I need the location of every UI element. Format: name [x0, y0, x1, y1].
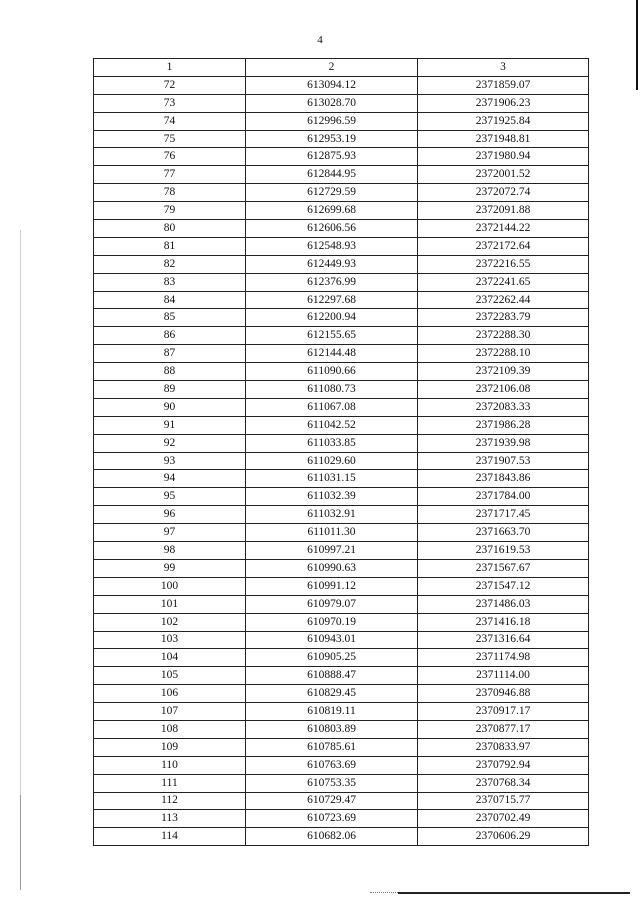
- x-coordinate-cell: 612953.19: [246, 130, 418, 148]
- y-coordinate-cell: 2371316.64: [418, 631, 589, 649]
- x-coordinate-cell: 611033.85: [246, 434, 418, 452]
- scan-edge-right: [636, 0, 638, 90]
- point-number-cell: 103: [94, 631, 246, 649]
- y-coordinate-cell: 2372144.22: [418, 220, 589, 238]
- y-coordinate-cell: 2370768.34: [418, 774, 589, 792]
- x-coordinate-cell: 610829.45: [246, 685, 418, 703]
- point-number-cell: 77: [94, 166, 246, 184]
- y-coordinate-cell: 2371547.12: [418, 577, 589, 595]
- point-number-cell: 90: [94, 398, 246, 416]
- x-coordinate-cell: 612996.59: [246, 112, 418, 130]
- table-row: [94, 488, 589, 506]
- table-row: [94, 792, 589, 810]
- table-row: [94, 237, 589, 255]
- table-row: [94, 434, 589, 452]
- x-coordinate-cell: 611029.60: [246, 452, 418, 470]
- point-number-cell: 104: [94, 649, 246, 667]
- y-coordinate-cell: 2370715.77: [418, 792, 589, 810]
- point-number-cell: 97: [94, 524, 246, 542]
- x-coordinate-cell: 613094.12: [246, 76, 418, 94]
- point-number-cell: 100: [94, 577, 246, 595]
- y-coordinate-cell: 2371948.81: [418, 130, 589, 148]
- y-coordinate-cell: 2372288.30: [418, 327, 589, 345]
- point-number-cell: 80: [94, 220, 246, 238]
- x-coordinate-cell: 613028.70: [246, 94, 418, 112]
- y-coordinate-cell: 2372109.39: [418, 363, 589, 381]
- table-row: [94, 542, 589, 560]
- x-coordinate-cell: 610888.47: [246, 667, 418, 685]
- table-row: [94, 220, 589, 238]
- y-coordinate-cell: 2371906.23: [418, 94, 589, 112]
- x-coordinate-cell: 611011.30: [246, 524, 418, 542]
- table-row: [94, 291, 589, 309]
- point-number-cell: 112: [94, 792, 246, 810]
- scan-edge-bottom-dotted: [370, 892, 398, 894]
- table-row: [94, 685, 589, 703]
- point-number-cell: 95: [94, 488, 246, 506]
- page-number: 4: [317, 34, 323, 46]
- y-coordinate-cell: 2372172.64: [418, 237, 589, 255]
- y-coordinate-cell: 2370917.17: [418, 703, 589, 721]
- point-number-cell: 93: [94, 452, 246, 470]
- x-coordinate-cell: 612729.59: [246, 184, 418, 202]
- point-number-cell: 98: [94, 542, 246, 560]
- table-row: [94, 184, 589, 202]
- x-coordinate-cell: 610753.35: [246, 774, 418, 792]
- x-coordinate-cell: 610943.01: [246, 631, 418, 649]
- y-coordinate-cell: 2372241.65: [418, 273, 589, 291]
- x-coordinate-cell: 611080.73: [246, 381, 418, 399]
- point-number-cell: 88: [94, 363, 246, 381]
- table-row: [94, 327, 589, 345]
- point-number-cell: 87: [94, 345, 246, 363]
- table-row: [94, 166, 589, 184]
- point-number-cell: 96: [94, 506, 246, 524]
- table-row: [94, 452, 589, 470]
- x-coordinate-cell: 610819.11: [246, 703, 418, 721]
- y-coordinate-cell: 2371114.00: [418, 667, 589, 685]
- scan-edge-left-lower: [20, 795, 21, 890]
- table-row: [94, 703, 589, 721]
- x-coordinate-cell: 612875.93: [246, 148, 418, 166]
- table-row: [94, 416, 589, 434]
- table-row: [94, 363, 589, 381]
- coordinates-table: [93, 58, 589, 846]
- column-header-y: 3: [418, 59, 589, 77]
- table-row: [94, 577, 589, 595]
- x-coordinate-cell: 611032.39: [246, 488, 418, 506]
- y-coordinate-cell: 2372001.52: [418, 166, 589, 184]
- point-number-cell: 102: [94, 613, 246, 631]
- point-number-cell: 106: [94, 685, 246, 703]
- point-number-cell: 81: [94, 237, 246, 255]
- point-number-cell: 72: [94, 76, 246, 94]
- y-coordinate-cell: 2370606.29: [418, 828, 589, 846]
- y-coordinate-cell: 2370946.88: [418, 685, 589, 703]
- y-coordinate-cell: 2371619.53: [418, 542, 589, 560]
- x-coordinate-cell: 612376.99: [246, 273, 418, 291]
- point-number-cell: 101: [94, 595, 246, 613]
- scan-edge-left: [20, 230, 21, 890]
- point-number-cell: 113: [94, 810, 246, 828]
- x-coordinate-cell: 612699.68: [246, 202, 418, 220]
- x-coordinate-cell: 610990.63: [246, 559, 418, 577]
- y-coordinate-cell: 2371986.28: [418, 416, 589, 434]
- x-coordinate-cell: 612200.94: [246, 309, 418, 327]
- table-row: [94, 828, 589, 846]
- x-coordinate-cell: 611032.91: [246, 506, 418, 524]
- table-row: [94, 595, 589, 613]
- y-coordinate-cell: 2371717.45: [418, 506, 589, 524]
- x-coordinate-cell: 612449.93: [246, 255, 418, 273]
- x-coordinate-cell: 612144.48: [246, 345, 418, 363]
- table-row: [94, 720, 589, 738]
- x-coordinate-cell: 610763.69: [246, 756, 418, 774]
- point-number-cell: 85: [94, 309, 246, 327]
- y-coordinate-cell: 2371907.53: [418, 452, 589, 470]
- point-number-cell: 111: [94, 774, 246, 792]
- y-coordinate-cell: 2372288.10: [418, 345, 589, 363]
- point-number-cell: 107: [94, 703, 246, 721]
- table-row: [94, 255, 589, 273]
- y-coordinate-cell: 2371416.18: [418, 613, 589, 631]
- table-row: [94, 398, 589, 416]
- y-coordinate-cell: 2371925.84: [418, 112, 589, 130]
- x-coordinate-cell: 610723.69: [246, 810, 418, 828]
- point-number-cell: 73: [94, 94, 246, 112]
- point-number-cell: 92: [94, 434, 246, 452]
- point-number-cell: 84: [94, 291, 246, 309]
- point-number-cell: 75: [94, 130, 246, 148]
- y-coordinate-cell: 2371174.98: [418, 649, 589, 667]
- x-coordinate-cell: 612548.93: [246, 237, 418, 255]
- table-row: [94, 148, 589, 166]
- point-number-cell: 86: [94, 327, 246, 345]
- table-row: [94, 559, 589, 577]
- scan-edge-bottom: [398, 892, 630, 894]
- table-row: [94, 381, 589, 399]
- table-row: [94, 613, 589, 631]
- table-row: [94, 273, 589, 291]
- point-number-cell: 94: [94, 470, 246, 488]
- y-coordinate-cell: 2370702.49: [418, 810, 589, 828]
- y-coordinate-cell: 2371843.86: [418, 470, 589, 488]
- table-row: [94, 112, 589, 130]
- y-coordinate-cell: 2371663.70: [418, 524, 589, 542]
- point-number-cell: 91: [94, 416, 246, 434]
- point-number-cell: 76: [94, 148, 246, 166]
- point-number-cell: 83: [94, 273, 246, 291]
- table-row: [94, 94, 589, 112]
- table-row: [94, 649, 589, 667]
- point-number-cell: 114: [94, 828, 246, 846]
- point-number-cell: 109: [94, 738, 246, 756]
- x-coordinate-cell: 612155.65: [246, 327, 418, 345]
- x-coordinate-cell: 611031.15: [246, 470, 418, 488]
- table-row: [94, 738, 589, 756]
- x-coordinate-cell: 610997.21: [246, 542, 418, 560]
- x-coordinate-cell: 610979.07: [246, 595, 418, 613]
- y-coordinate-cell: 2371939.98: [418, 434, 589, 452]
- x-coordinate-cell: 610905.25: [246, 649, 418, 667]
- point-number-cell: 89: [94, 381, 246, 399]
- point-number-cell: 110: [94, 756, 246, 774]
- table-row: [94, 524, 589, 542]
- x-coordinate-cell: 611067.08: [246, 398, 418, 416]
- point-number-cell: 108: [94, 720, 246, 738]
- x-coordinate-cell: 610991.12: [246, 577, 418, 595]
- x-coordinate-cell: 611090.66: [246, 363, 418, 381]
- y-coordinate-cell: 2372072.74: [418, 184, 589, 202]
- table-row: [94, 76, 589, 94]
- table-body: [94, 76, 589, 845]
- x-coordinate-cell: 612297.68: [246, 291, 418, 309]
- x-coordinate-cell: 610729.47: [246, 792, 418, 810]
- y-coordinate-cell: 2371486.03: [418, 595, 589, 613]
- table-row: [94, 345, 589, 363]
- y-coordinate-cell: 2372106.08: [418, 381, 589, 399]
- x-coordinate-cell: 612844.95: [246, 166, 418, 184]
- point-number-cell: 78: [94, 184, 246, 202]
- y-coordinate-cell: 2371567.67: [418, 559, 589, 577]
- table-row: [94, 631, 589, 649]
- x-coordinate-cell: 611042.52: [246, 416, 418, 434]
- table-row: [94, 810, 589, 828]
- y-coordinate-cell: 2371784.00: [418, 488, 589, 506]
- x-coordinate-cell: 610682.06: [246, 828, 418, 846]
- y-coordinate-cell: 2372091.88: [418, 202, 589, 220]
- point-number-cell: 82: [94, 255, 246, 273]
- y-coordinate-cell: 2372083.33: [418, 398, 589, 416]
- table-row: [94, 756, 589, 774]
- table-row: [94, 202, 589, 220]
- table-row: [94, 506, 589, 524]
- y-coordinate-cell: 2372216.55: [418, 255, 589, 273]
- table-row: [94, 130, 589, 148]
- y-coordinate-cell: 2370877.17: [418, 720, 589, 738]
- x-coordinate-cell: 610803.89: [246, 720, 418, 738]
- point-number-cell: 99: [94, 559, 246, 577]
- column-header-point: 1: [94, 59, 246, 77]
- table-row: [94, 309, 589, 327]
- table-row: [94, 470, 589, 488]
- point-number-cell: 105: [94, 667, 246, 685]
- point-number-cell: 79: [94, 202, 246, 220]
- table-row: [94, 667, 589, 685]
- y-coordinate-cell: 2371980.94: [418, 148, 589, 166]
- point-number-cell: 74: [94, 112, 246, 130]
- x-coordinate-cell: 610970.19: [246, 613, 418, 631]
- x-coordinate-cell: 612606.56: [246, 220, 418, 238]
- table-header-row: [94, 59, 589, 77]
- table-row: [94, 774, 589, 792]
- y-coordinate-cell: 2370792.94: [418, 756, 589, 774]
- y-coordinate-cell: 2372283.79: [418, 309, 589, 327]
- x-coordinate-cell: 610785.61: [246, 738, 418, 756]
- column-header-x: 2: [246, 59, 418, 77]
- y-coordinate-cell: 2372262.44: [418, 291, 589, 309]
- y-coordinate-cell: 2371859.07: [418, 76, 589, 94]
- y-coordinate-cell: 2370833.97: [418, 738, 589, 756]
